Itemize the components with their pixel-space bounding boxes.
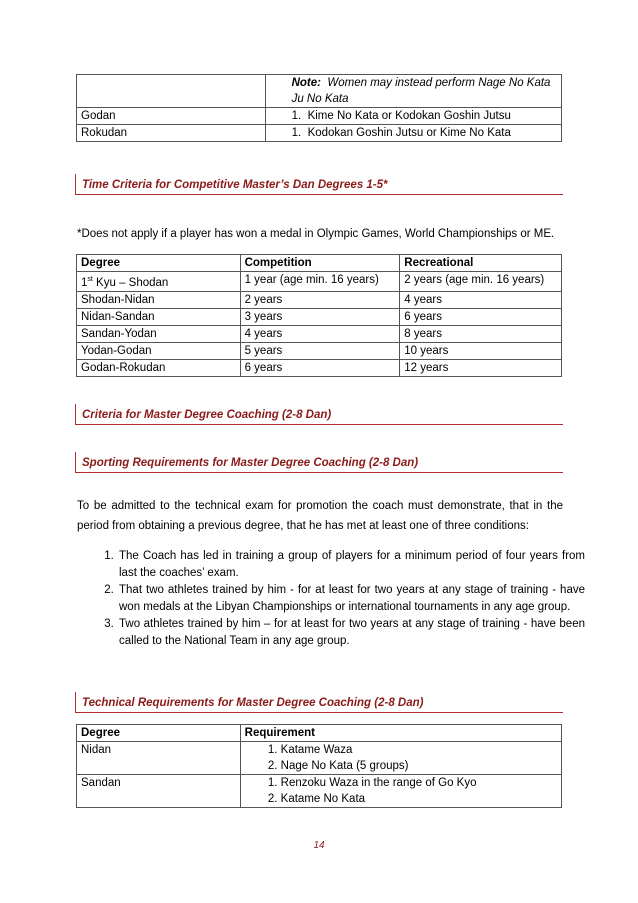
list-item: 1. Katame Waza: [281, 742, 557, 758]
table-row: Nidan 1. Katame Waza 2. Nage No Kata (5 groups): [77, 742, 562, 775]
table-row: Yodan-Godan 5 years 10 years: [77, 342, 562, 359]
requirement-text: Kime No Kata or Kodokan Goshin Jutsu: [307, 110, 511, 122]
table-row: Godan 1. Kime No Kata or Kodokan Goshin Jutsu: [77, 108, 562, 125]
table-row: Nidan-Sandan 3 years 6 years: [77, 308, 562, 325]
coaching-criteria-heading: Criteria for Master Degree Coaching (2-8 Dan): [75, 404, 563, 425]
list-item: 2. That two athletes trained by him - for at least for two years at any stage of training - have won medals at the Libyan Championships or international tournaments in any age group.: [117, 582, 585, 616]
degree-cell: Rokudan: [77, 125, 266, 142]
table-row: Shodan-Nidan 2 years 4 years: [77, 291, 562, 308]
list-item: 3. Two athletes trained by him – for at least for two years at any stage of training - have been called to the National Team in any age group.: [117, 616, 585, 650]
intro-paragraph: To be admitted to the technical exam for promotion the coach must demonstrate, that in the period from obtaining a previous degree, that he has met at least one of three conditions:: [77, 500, 563, 532]
table-row: [77, 75, 562, 108]
degree-cell: Godan: [77, 108, 266, 125]
table-row: 1st Kyu – Shodan 1 year (age min. 16 years) 2 years (age min. 16 years): [77, 272, 562, 292]
page-number: 14: [313, 840, 325, 851]
table-header-row: Degree Competition Recreational: [77, 255, 562, 272]
list-item: 1. The Coach has led in training a group of players for a minimum period of four years from last the coaches’ exam.: [117, 548, 585, 582]
conditions-list: [95, 548, 585, 650]
table-row: Godan-Rokudan 6 years 12 years: [77, 359, 562, 376]
note-label: Note:: [291, 77, 321, 89]
technical-requirements-heading: Technical Requirements for Master Degree Coaching (2-8 Dan): [75, 692, 563, 713]
note-text: Women may instead perform Nage No Kata Ju No Kata: [291, 77, 551, 105]
list-item: 1. Renzoku Waza in the range of Go Kyo: [281, 775, 557, 791]
table-row: Sandan 1. Renzoku Waza in the range of Go Kyo 2. Katame No Kata: [77, 775, 562, 808]
time-criteria-heading: Time Criteria for Competitive Master’s Dan Degrees 1-5*: [75, 174, 563, 195]
footnote-text: *Does not apply if a player has won a medal in Olympic Games, World Championships or ME.: [77, 228, 555, 240]
time-criteria-table: [76, 254, 562, 377]
technical-requirements-table: [76, 724, 562, 808]
sporting-requirements-heading: Sporting Requirements for Master Degree Coaching (2-8 Dan): [75, 452, 563, 473]
rank-requirements-table: [76, 74, 562, 142]
table-row: Rokudan 1. Kodokan Goshin Jutsu or Kime No Kata: [77, 125, 562, 142]
table-header-row: Degree Requirement: [77, 725, 562, 742]
list-item: 2. Katame No Kata: [281, 791, 557, 807]
requirement-text: Kodokan Goshin Jutsu or Kime No Kata: [307, 127, 511, 139]
table-row: Sandan-Yodan 4 years 8 years: [77, 325, 562, 342]
list-item: 2. Nage No Kata (5 groups): [281, 758, 557, 774]
